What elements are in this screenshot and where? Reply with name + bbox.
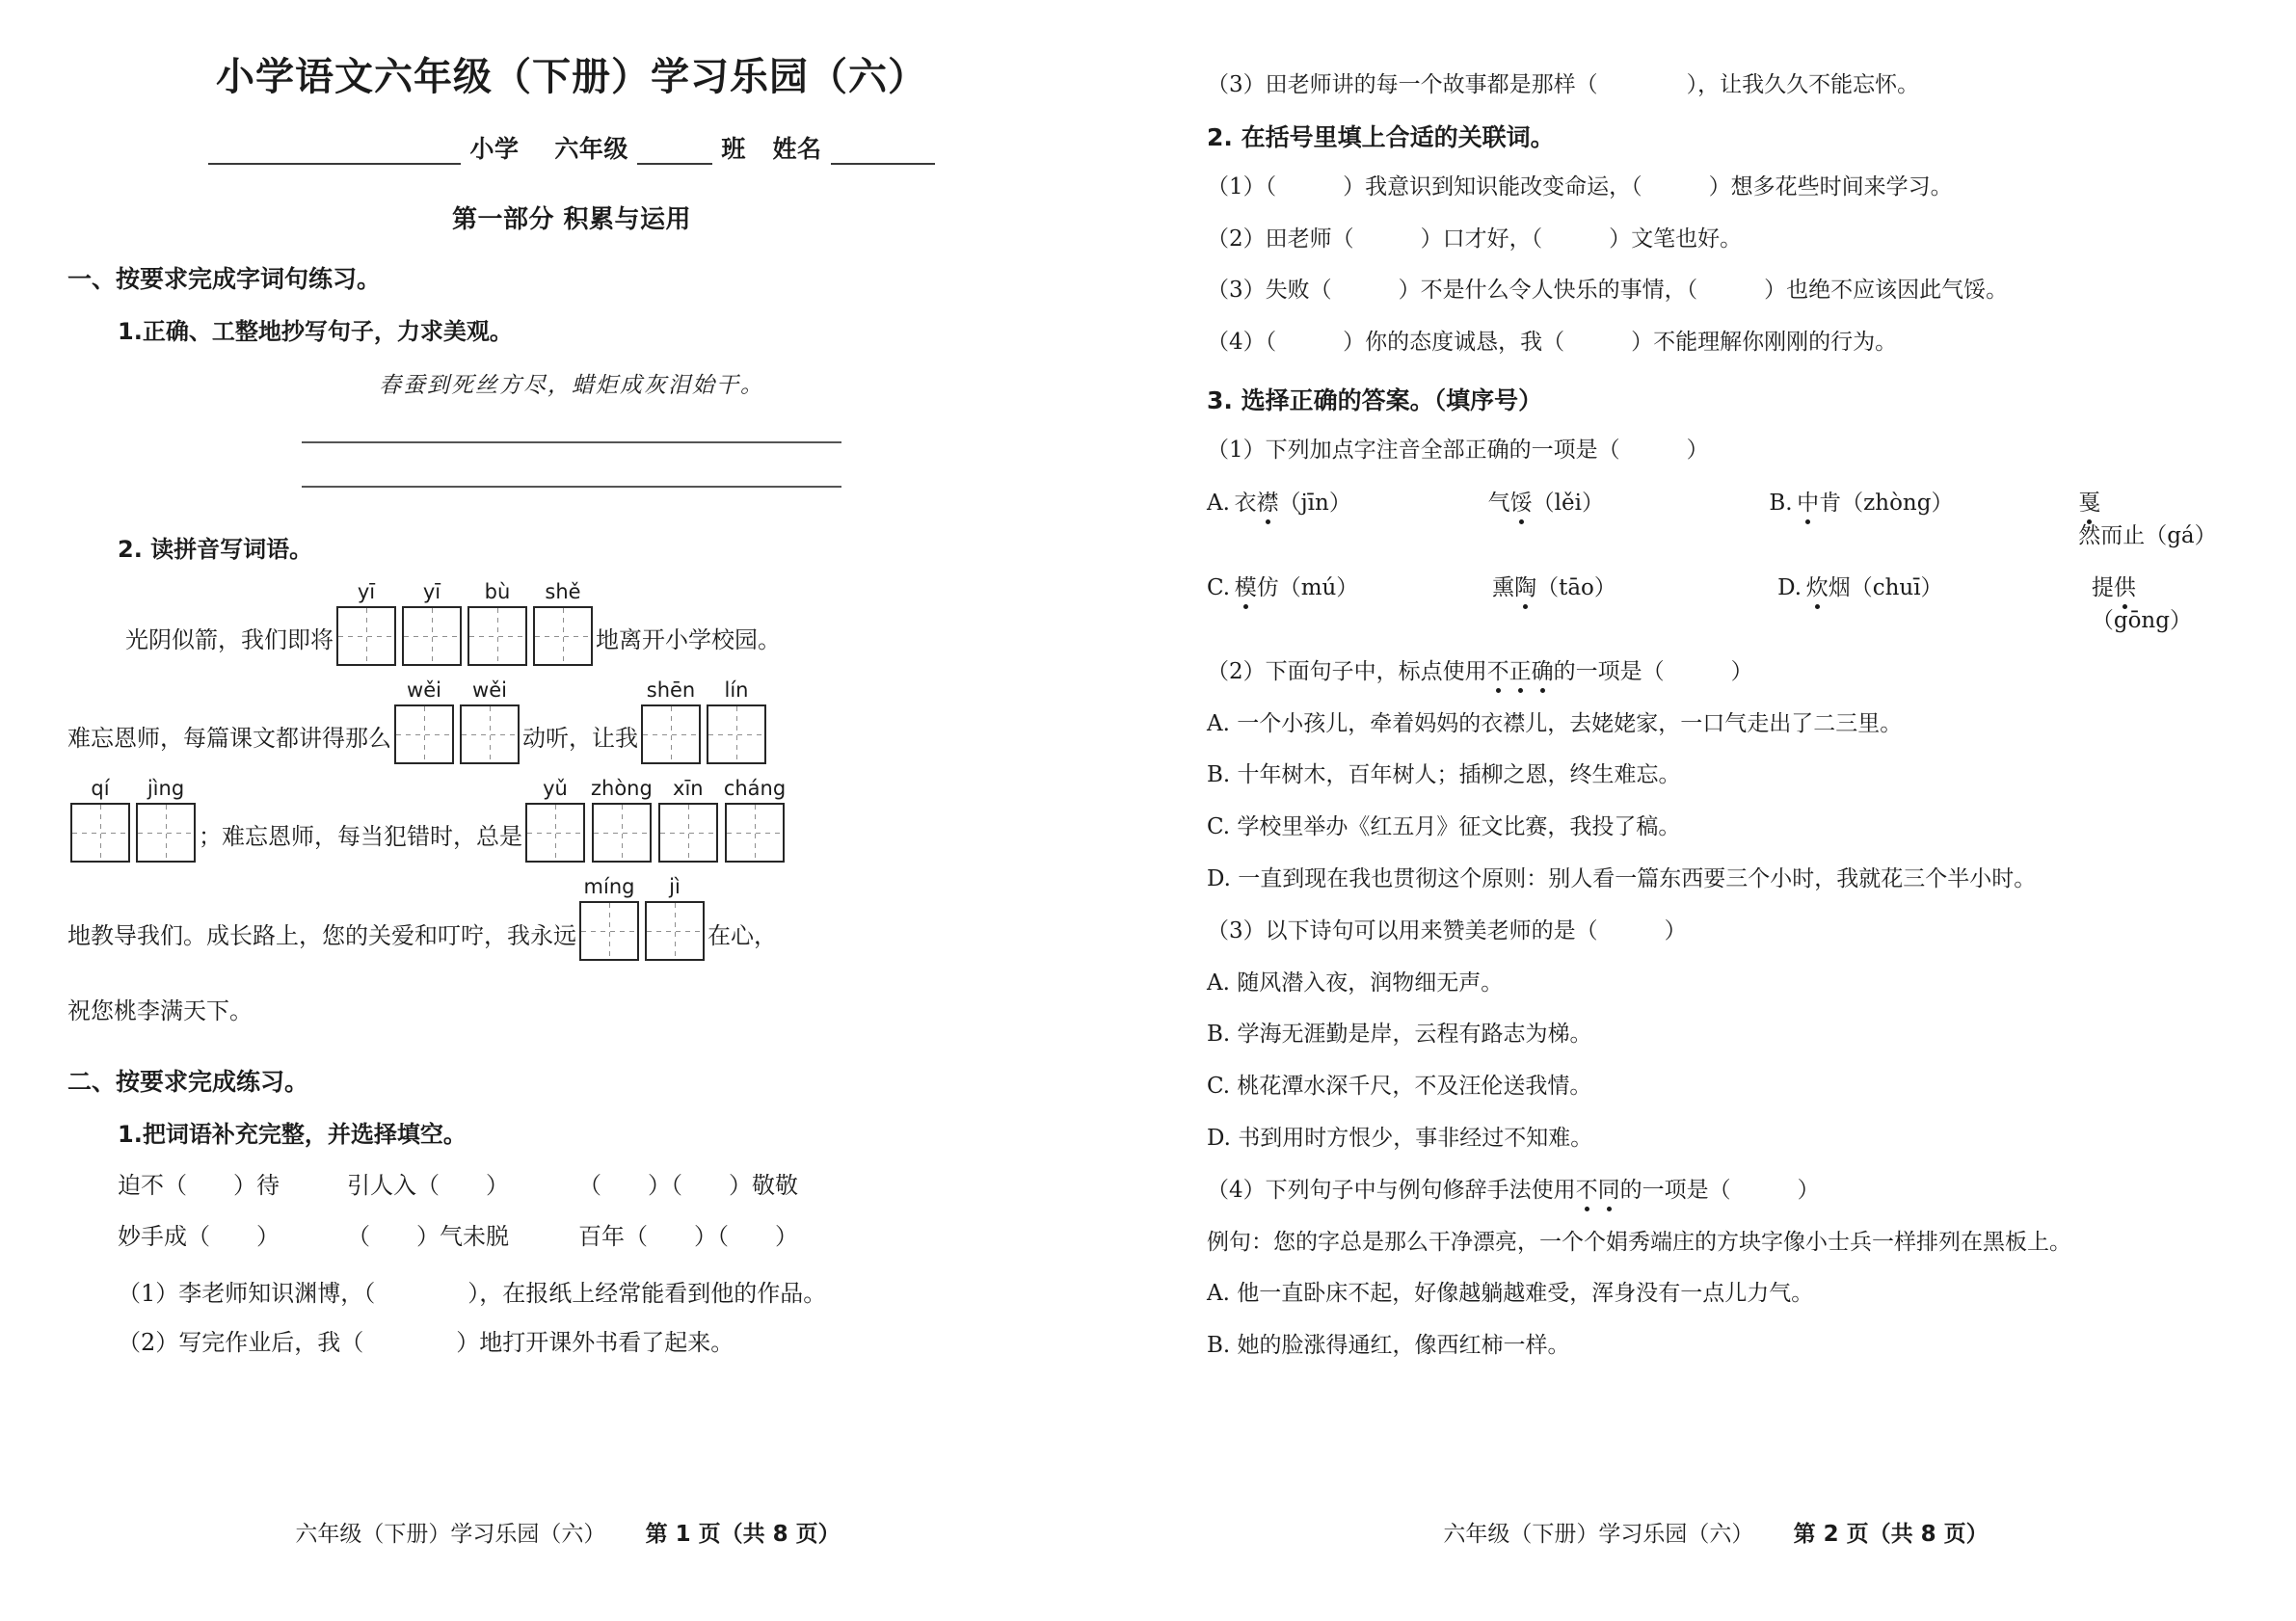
q3-sub4-option-b[interactable]: B. 她的脸涨得通红，像西红柿一样。: [1207, 1333, 1570, 1359]
right-page-column: [1135, 0, 2296, 1621]
tianzige-box[interactable]: [658, 803, 718, 863]
q3-sub1-options-row-cd: [1207, 571, 2234, 638]
q3-sub2-question: （2）下面句子中，标点使用不正确的一项是（ ）: [1207, 658, 1753, 684]
q3-sub2-question-pre: （2）下面句子中，标点使用: [1207, 658, 1487, 684]
idiom-blank[interactable]: 引人入（ ）: [347, 1171, 509, 1199]
option-c[interactable]: C. 模仿（mú）: [1207, 574, 1359, 600]
tianzige-cell[interactable]: [658, 778, 718, 863]
question-2-prompt: 2. 在括号里填上合适的关联词。: [1207, 122, 1555, 151]
pinyin-label: lín: [724, 678, 749, 703]
option-a-word2[interactable]: 气馁（lěi）: [1487, 490, 1604, 516]
fill-in-2[interactable]: （2）写完作业后，我（ ）地打开课外书看了起来。: [118, 1328, 734, 1356]
pinyin-line-4: [67, 876, 1076, 961]
pinyin-line-3-cells-a: [67, 778, 199, 863]
tianzige-cell[interactable]: [460, 679, 520, 764]
handwriting-line-2[interactable]: [302, 486, 841, 488]
connective-item-2[interactable]: （2）田老师（ ）口才好，（ ）文笔也好。: [1207, 226, 1743, 252]
name-blank[interactable]: [831, 135, 935, 165]
footer-page-number: 第 1 页（共 8 页）: [645, 1522, 841, 1547]
footer-page-number: 第 2 页（共 8 页）: [1793, 1522, 1989, 1547]
pinyin-line-4-tail: 在心，: [707, 921, 777, 949]
q3-sub3-option-c[interactable]: C. 桃花潭水深千尺，不及汪伦送我情。: [1207, 1074, 1592, 1100]
connective-item-1[interactable]: （1）（ ）我意识到知识能改变命运，（ ）想多花些时间来学习。: [1207, 173, 1953, 199]
left-page-column: [0, 0, 1135, 1621]
tianzige-cell[interactable]: [336, 581, 396, 666]
tianzige-box[interactable]: [336, 606, 396, 666]
tianzige-box[interactable]: [725, 803, 785, 863]
tianzige-box[interactable]: [394, 704, 454, 764]
tianzige-box[interactable]: [70, 803, 130, 863]
pinyin-label: wěi: [472, 678, 507, 703]
pinyin-label: shě: [545, 580, 581, 603]
idiom-row-2: [67, 1217, 1076, 1251]
idiom-row-1: [67, 1166, 1076, 1200]
tianzige-cell[interactable]: [402, 581, 462, 666]
pinyin-line-1-cells: [334, 581, 596, 666]
pinyin-line-2-cells-b: [638, 679, 769, 764]
footer-title: 六年级（下册）学习乐园（六）: [1443, 1522, 1754, 1547]
q3-sub2-question-post: 的一项是（ ）: [1553, 658, 1753, 684]
pinyin-line-4-lead: 地教导我们。成长路上，您的关爱和叮咛，我永远: [67, 921, 576, 949]
left-page-footer: [0, 1516, 1135, 1548]
section-one-heading: 一、按要求完成字词句练习。: [67, 265, 382, 293]
pinyin-line-5: 祝您桃李满天下。: [67, 997, 253, 1025]
class-label: 班: [721, 135, 746, 163]
option-d[interactable]: D. 炊烟（chuī）: [1777, 574, 1943, 600]
q3-sub4-option-a[interactable]: A. 他一直卧床不起，好像越躺越难受，浑身没有一点儿力气。: [1207, 1281, 1814, 1307]
q3-sub2-option-c[interactable]: C. 学校里举办《红五月》征文比赛，我投了稿。: [1207, 814, 1681, 840]
carry-over-question[interactable]: （3）田老师讲的每一个故事都是那样（ ），让我久久不能忘怀。: [1207, 72, 1920, 97]
pinyin-line-2: [67, 679, 1076, 764]
q3-sub4-question: （4）下列句子中与例句修辞手法使用不同的一项是（ ）: [1207, 1177, 1820, 1203]
pinyin-label: xīn: [673, 777, 704, 801]
tianzige-box[interactable]: [525, 803, 585, 863]
pinyin-line-1: [67, 581, 1076, 666]
school-label: 小学: [469, 135, 520, 163]
q3-sub1-options-row-ab: [1207, 487, 2234, 553]
pinyin-line-1-lead: 光阴似箭，我们即将: [125, 626, 334, 654]
pinyin-line-2-mid: 动听，让我: [522, 725, 638, 753]
pinyin-label: zhòng: [591, 777, 653, 801]
tianzige-box[interactable]: [136, 803, 196, 863]
fill-in-1[interactable]: （1）李老师知识渊博，（ ），在报纸上经常能看到他的作品。: [118, 1279, 827, 1307]
q3-sub2-option-b[interactable]: B. 十年树木，百年树人；插柳之恩，终生难忘。: [1207, 762, 1681, 788]
tianzige-cell[interactable]: [70, 778, 130, 863]
school-name-blank[interactable]: [208, 135, 461, 165]
pinyin-label: míng: [583, 875, 635, 899]
q3-sub3-question: （3）以下诗句可以用来赞美老师的是（ ）: [1207, 917, 1687, 943]
tianzige-cell[interactable]: [533, 581, 593, 666]
q3-sub4-question-post: 的一项是（ ）: [1619, 1177, 1820, 1203]
option-c-word2[interactable]: 熏陶（tāo）: [1492, 574, 1616, 600]
part-one-heading: 第一部分 积累与运用: [451, 205, 692, 234]
tianzige-box[interactable]: [707, 704, 766, 764]
option-d-word2[interactable]: 提供（gōng）: [2091, 574, 2192, 634]
student-id-line: [67, 130, 1076, 165]
pinyin-label: yǔ: [543, 777, 568, 801]
tianzige-box[interactable]: [460, 704, 520, 764]
pinyin-line-3-mid: ；难忘恩师，每当犯错时，总是: [199, 823, 522, 851]
pinyin-label: jìng: [147, 777, 185, 801]
tianzige-box[interactable]: [579, 901, 639, 961]
connective-item-3[interactable]: （3）失败（ ）不是什么令人快乐的事情，（ ）也绝不应该因此气馁。: [1207, 278, 2009, 304]
question-2-1-prompt: 1.把词语补充完整，并选择填空。: [118, 1120, 467, 1148]
right-page-footer: [1135, 1516, 2296, 1548]
pinyin-label: bù: [484, 580, 511, 603]
q3-sub4-question-pre: （4）下列句子中与例句修辞手法使用: [1207, 1177, 1576, 1203]
q3-sub3-option-a[interactable]: A. 随风潜入夜，润物细无声。: [1207, 970, 1504, 996]
q3-sub3-option-b[interactable]: B. 学海无涯勤是岸，云程有路志为梯。: [1207, 1022, 1592, 1048]
tianzige-cell[interactable]: [579, 876, 639, 961]
q3-sub1-question: （1）下列加点字注音全部正确的一项是（ ）: [1207, 437, 1709, 463]
handwriting-line-1[interactable]: [302, 441, 841, 443]
copy-sentence: 春蚕到死丝方尽，蜡炬成灰泪始干。: [379, 373, 764, 398]
option-b[interactable]: B. 中肯（zhòng）: [1769, 490, 1954, 516]
q3-sub4-example: 例句：您的字总是那么干净漂亮，一个个娟秀端庄的方块字像小士兵一样排列在黑板上。: [1207, 1229, 2071, 1255]
tianzige-cell[interactable]: [724, 778, 786, 863]
pinyin-label: shēn: [646, 678, 696, 703]
pinyin-label: wěi: [407, 678, 441, 703]
pinyin-label: cháng: [723, 777, 787, 801]
idiom-blank[interactable]: 妙手成（ ）: [118, 1222, 280, 1250]
grade-label: 六年级: [554, 135, 628, 163]
tianzige-cell[interactable]: [707, 679, 766, 764]
tianzige-cell[interactable]: [591, 778, 653, 863]
question-3-prompt: 3. 选择正确的答案。（填序号）: [1207, 385, 1543, 414]
class-blank[interactable]: [637, 135, 712, 165]
question-1-2-prompt: 2. 读拼音写词语。: [118, 536, 313, 563]
q3-sub2-option-a[interactable]: A. 一个小孩儿，牵着妈妈的衣襟儿，去姥姥家，一口气走出了二三里。: [1207, 710, 1903, 736]
connective-item-4[interactable]: （4）（ ）你的态度诚恳，我（ ）不能理解你刚刚的行为。: [1207, 330, 1898, 356]
idiom-blank[interactable]: （ ）气未脱: [347, 1222, 509, 1250]
pinyin-line-1-tail: 地离开小学校园。: [596, 626, 781, 654]
pinyin-label: qí: [91, 777, 110, 801]
q3-sub2-option-d[interactable]: D. 一直到现在我也贯彻这个原则：别人看一篇东西要三个小时，我就花三个半小时。: [1207, 865, 2037, 891]
tianzige-box[interactable]: [645, 901, 705, 961]
pinyin-label: jì: [669, 875, 681, 899]
pinyin-line-4-cells: [576, 876, 707, 961]
tianzige-cell[interactable]: [467, 581, 527, 666]
tianzige-box[interactable]: [467, 606, 527, 666]
option-b-word2[interactable]: 戛然而止（gá）: [2078, 490, 2217, 549]
name-label: 姓名: [772, 135, 822, 163]
pinyin-label: yī: [422, 580, 441, 603]
tianzige-cell[interactable]: [136, 778, 196, 863]
footer-title: 六年级（下册）学习乐园（六）: [295, 1522, 606, 1547]
idiom-blank[interactable]: （ ）（ ）敬敬: [578, 1171, 798, 1199]
question-1-1-prompt: 1.正确、工整地抄写句子，力求美观。: [118, 318, 513, 345]
idiom-blank[interactable]: 迫不（ ）待: [118, 1171, 280, 1199]
page-title: 小学语文六年级（下册）学习乐园（六）: [216, 55, 927, 99]
section-two-heading: 二、按要求完成练习。: [67, 1067, 309, 1096]
pinyin-line-2-cells-a: [391, 679, 522, 764]
q3-sub3-option-d[interactable]: D. 书到用时方恨少，事非经过不知难。: [1207, 1125, 1593, 1151]
pinyin-label: yī: [357, 580, 376, 603]
tianzige-box[interactable]: [533, 606, 593, 666]
tianzige-cell[interactable]: [641, 679, 701, 764]
pinyin-line-2-lead: 难忘恩师，每篇课文都讲得那么: [67, 725, 391, 753]
pinyin-line-3-cells-b: [522, 778, 788, 863]
tianzige-cell[interactable]: [394, 679, 454, 764]
tianzige-cell[interactable]: [645, 876, 705, 961]
tianzige-box[interactable]: [592, 803, 652, 863]
idiom-blank[interactable]: 百年（ ）（ ）: [578, 1222, 798, 1250]
pinyin-line-3: [67, 778, 1076, 863]
tianzige-cell[interactable]: [525, 778, 585, 863]
option-a[interactable]: A. 衣襟（jīn）: [1207, 490, 1351, 516]
tianzige-box[interactable]: [402, 606, 462, 666]
tianzige-box[interactable]: [641, 704, 701, 764]
